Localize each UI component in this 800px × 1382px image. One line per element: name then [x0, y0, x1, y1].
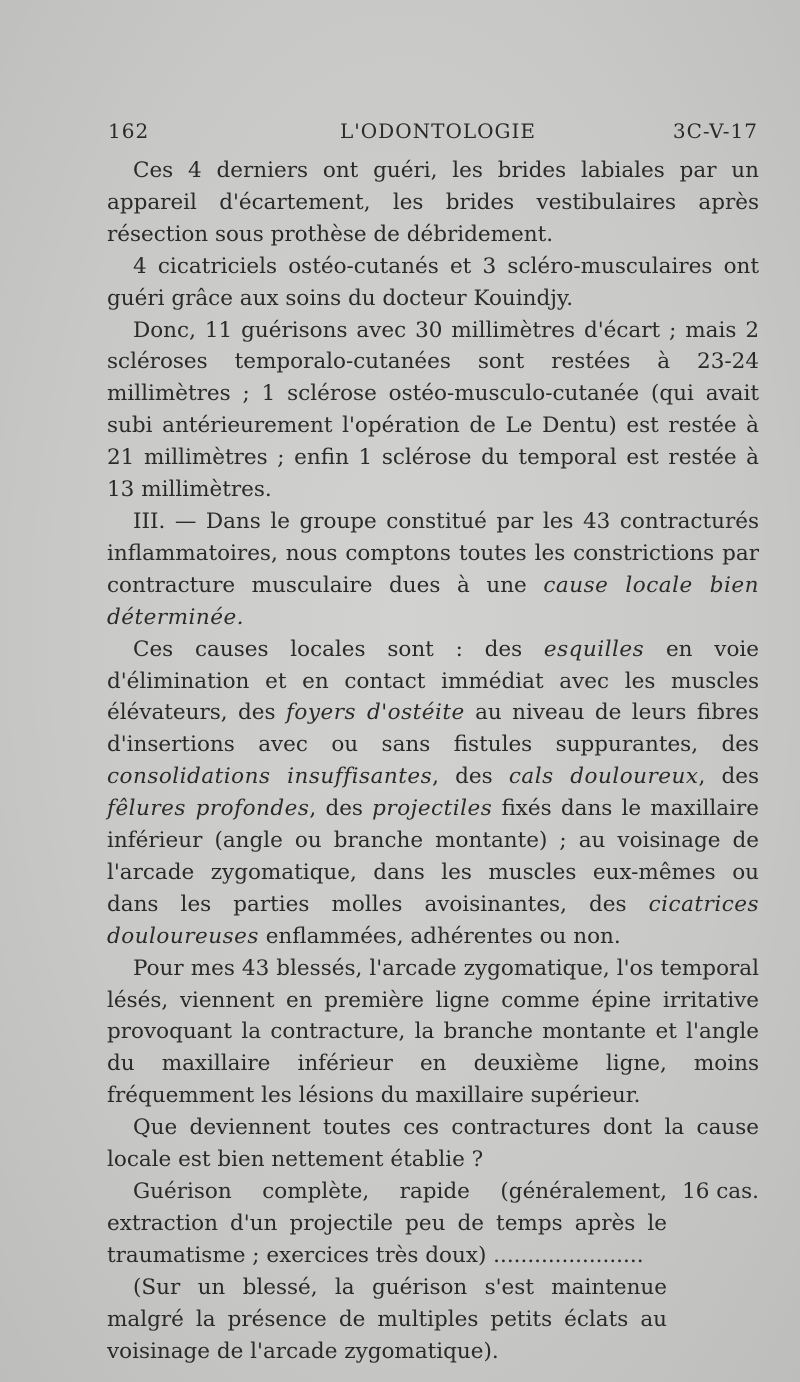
paragraph-2: 4 cicatriciels ostéo-cutanés et 3 scléro-musculaires ont guéri grâce aux soins du docteur Kouindjy.: [107, 253, 759, 311]
paragraph-4: [107, 506, 759, 634]
paragraph-5-text-3: au niveau de leurs fibres d'insertions avec ou sans fistules suppurantes, des: [107, 700, 759, 758]
case-row: [107, 1176, 759, 1272]
paragraph-5: [107, 634, 759, 953]
paragraph-4-text: III. — Dans le groupe constitué par les 43 contracturés inflammatoires, nous comptons toutes les constrictions par contracture musculaire dues à une: [107, 508, 759, 598]
paragraph-9: (Sur un blessé, la guérison s'est maintenue malgré la présence de multiples petits éclats au voisinage de l'arcade zygomatique).: [107, 1274, 667, 1364]
paragraph-7: Que deviennent toutes ces contractures dont la cause locale est bien nettement établie ?: [107, 1115, 759, 1173]
term-cicatrices: cicatrices douloureuses: [107, 891, 759, 949]
term-esquilles: esquilles: [543, 636, 645, 662]
paragraph-5-text-1: Ces causes locales sont : des: [133, 636, 544, 662]
paragraph-8: Guérison complète, rapide (généralement, extraction d'un projectile peu de temps après le traumatisme ; exercices très doux) ......................: [107, 1179, 667, 1268]
running-header: [108, 119, 758, 149]
paragraph-5-text-6: , des: [309, 796, 373, 822]
term-consolidations: consolidations insuffisantes: [107, 764, 433, 790]
paragraph-1: Ces 4 derniers ont guéri, les brides labiales par un appareil d'écartement, les brides vestibulaires après résection sous prothèse de débridement.: [107, 158, 759, 247]
paragraph-5-text-2: en voie d'élimination et en contact immédiat avec les muscles élévateurs, des: [107, 636, 759, 726]
term-cals: cals douloureux: [508, 764, 699, 790]
page-number: 162: [108, 119, 150, 143]
paragraph-5-text-7: fixés dans le maxillaire inférieur (angle ou branche montante) ; au voisinage de l'arcade zygomatique, dans les muscles eux-mêmes ou dans les parties molles avoisinantes, des: [107, 796, 759, 917]
paragraph-5-text-5: , des: [698, 764, 759, 790]
term-projectiles: projectiles: [372, 796, 493, 822]
paragraph-4-emphasis: cause locale bien déterminée.: [107, 572, 760, 630]
header-date: 3C-V-17: [672, 119, 758, 143]
paragraph-3: Donc, 11 guérisons avec 30 millimètres d'écart ; mais 2 scléroses temporalo-cutanées sont restées à 23-24 millimètres ; 1 sclérose ostéo-musculo-cutanée (qui avait subi antérieurement l'opération de Le Dentu) est restée à 21 millimètres ; enfin 1 sclérose du temporal est restée à 13 millimètres.: [107, 317, 759, 503]
paragraph-6: Pour mes 43 blessés, l'arcade zygomatique, l'os temporal lésés, viennent en première ligne comme épine irritative provoquant la contracture, la branche montante et l'angle du maxillaire inférieur en deuxième ligne, moins fréquemment les lésions du maxillaire supérieur.: [107, 955, 759, 1109]
term-felures: fêlures profondes: [107, 796, 310, 822]
paragraph-5-text-8: enflammées, adhérentes ou non.: [258, 923, 621, 949]
journal-title: L'ODONTOLOGIE: [340, 119, 536, 143]
case-count: 16 cas.: [682, 1179, 759, 1204]
paragraph-5-text-4: , des: [432, 764, 509, 790]
term-foyers: foyers d'ostéite: [285, 700, 465, 726]
body-text: [107, 155, 759, 1367]
